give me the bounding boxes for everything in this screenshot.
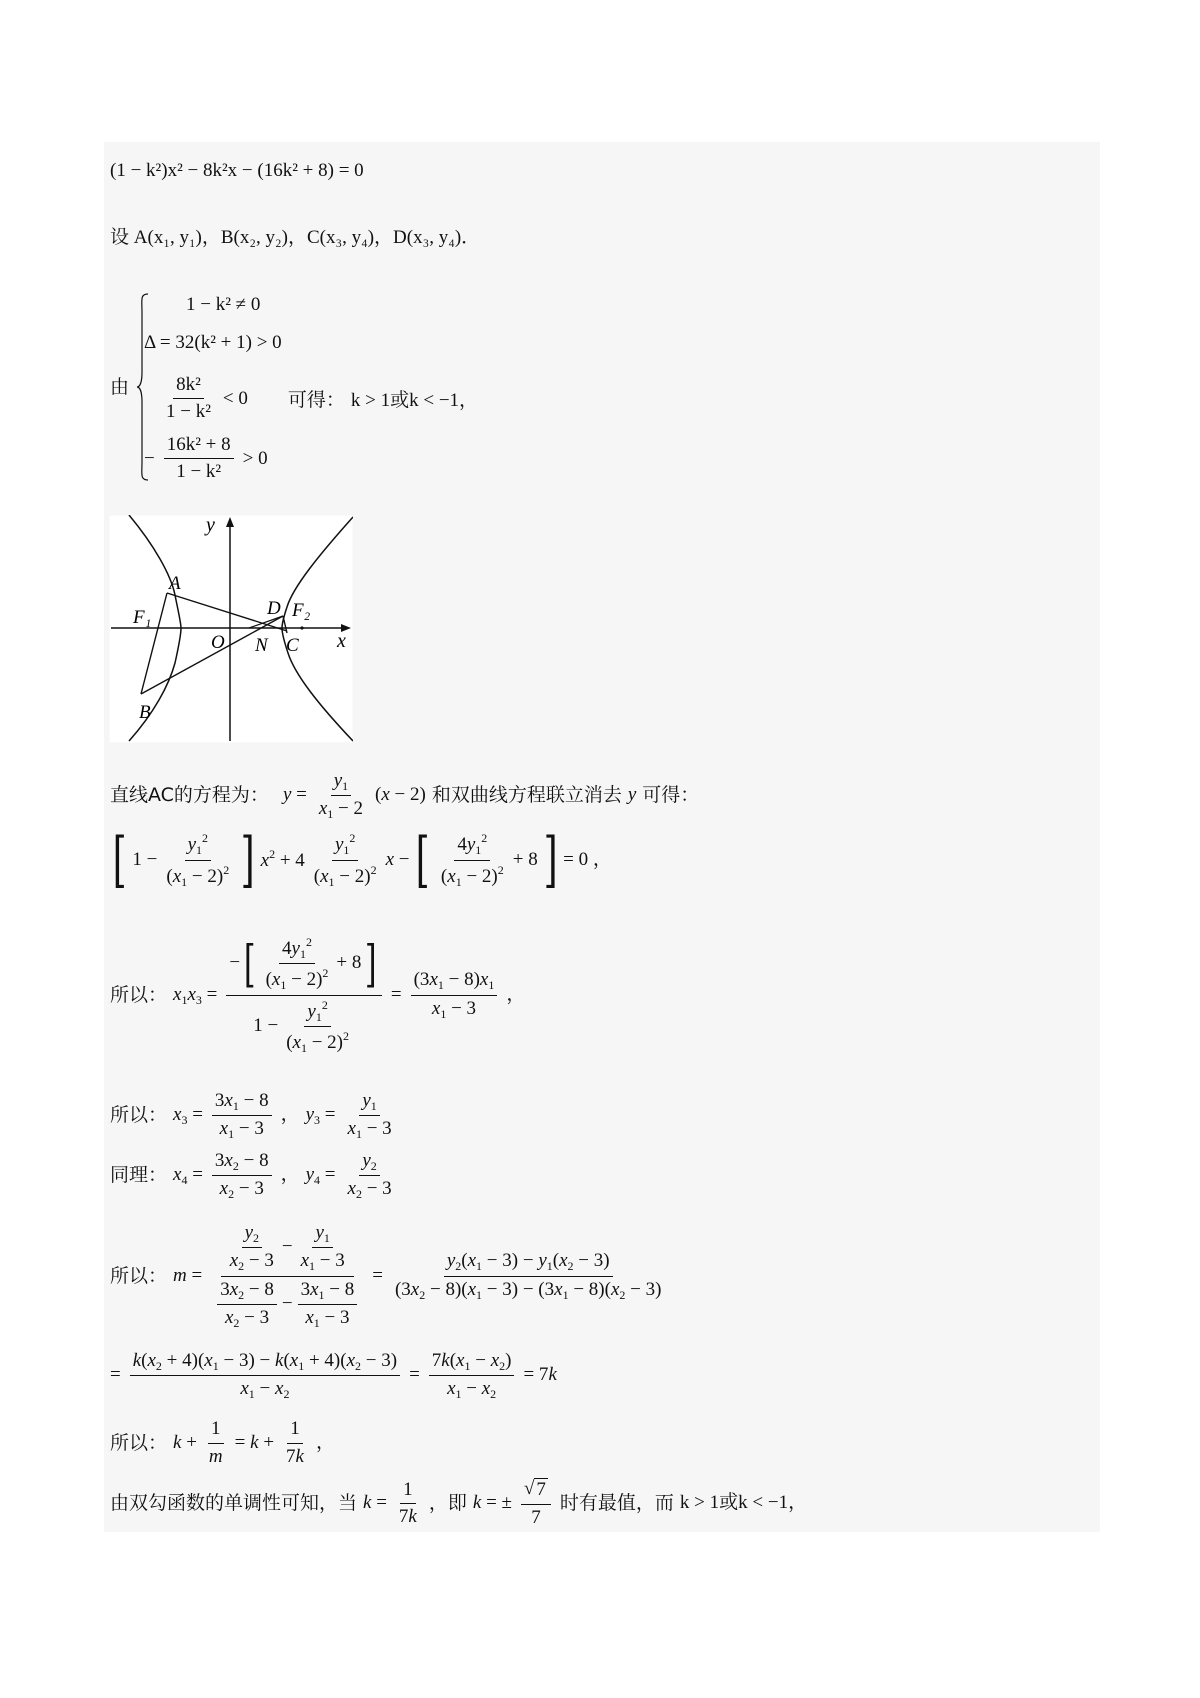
points-text: A(x₁, y₁)，B(x₂, y₂)，C(x₃, y₄)，D(x₃, y₄)． <box>133 227 481 248</box>
from-label: 由 <box>110 376 130 398</box>
condition-4-numerator: 16k² + 8 <box>164 434 234 459</box>
condition-1: 1 − k² ≠ 0 <box>186 294 261 315</box>
label-C: C <box>286 635 299 656</box>
quadratic-equation-text: (1 − k²)x² − 8k²x − (16k² + 8) = 0 <box>110 160 364 181</box>
quadratic-equation <box>110 160 364 183</box>
condition-3 <box>160 374 478 423</box>
x4-y4: 同理： $x_4$ = $\frac{3x_2 - 8}{x_2 - 3}$ ， $y_4$ = $\frac{y_2}{x_2 - 3}$ <box>110 1150 392 1202</box>
label-D: D <box>267 598 281 619</box>
similarly-label: 同理： <box>110 1164 168 1187</box>
label-F1: F₁ <box>133 607 152 628</box>
label-x: x <box>337 630 346 652</box>
condition-3-denominator: 1 − k² <box>166 401 211 422</box>
x1x3-product: 所以： $x_1x_3$ = − [ $\frac{4y_1^2}{(x_1 - 2)^2}$ + 8 ] 1 − $\frac{y_1^2}{(x_1 - 2)^2}$ = $\frac{(3x_1 - 8)x_1}{x_1 - 3}$ ， <box>110 934 526 1056</box>
condition-4-denominator: 1 − k² <box>176 461 222 482</box>
m-simplified: = $\frac{k(x_2 + 4)(x_1 - 3) - k(x_1 + 4)(x_2 - 3)}{x_1 - x_2}$ = $\frac{7k(x_1 - x_2)}{x_1 - x_2}$ = 7k <box>110 1350 557 1402</box>
ie-text: ，即 <box>428 1492 467 1515</box>
label-O: O <box>211 632 225 653</box>
therefore-label-3: 所以： <box>110 1264 168 1287</box>
line-ac-equation: 直线AC的方程为： y = $\frac{y_1}{x_1 - 2}$ (x − 2) 和双曲线方程联立消去 y 可得： <box>110 770 700 822</box>
condition-4-tail: > 0 <box>242 447 268 469</box>
label-F2: F₂ <box>292 600 311 621</box>
condition-3-tail: < 0 <box>222 387 248 409</box>
hyperbola-figure <box>109 515 353 743</box>
therefore-label-1: 所以： <box>110 983 168 1006</box>
line-ac-label: 直线AC的方程为： <box>110 784 269 807</box>
substituted-quadratic: [ 1 − $\frac{y_1^2}{(x_1 - 2)^2}$ ] $x^2 + 4$ $\frac{y_1^2}{(x_1 - 2)^2}$ x − [ $\frac{4y_1^2}{(x_1 - 2)^2}$ + 8 ] = 0 ， <box>112 825 612 895</box>
condition-3-numerator: 8k² <box>173 374 204 399</box>
condition-2: Δ = 32(k² + 1) > 0 <box>144 332 282 353</box>
line-ac-mid-text: 和双曲线方程联立消去 <box>431 784 622 807</box>
condition-4 <box>144 434 268 483</box>
therefore-label-4: 所以： <box>110 1431 168 1454</box>
line-ac-end-text: 可得： <box>642 784 700 807</box>
eliminated-variable: y <box>627 784 637 806</box>
can-get-label: 可得： <box>287 389 345 411</box>
focus-F2-dot <box>300 626 303 629</box>
extreme-value-line: 由双勾函数的单调性可知，当 k = $\frac{1}{7k}$ ，即 k = ± √ 7 7 时有最值，而 k > 1或k < −1， <box>110 1478 808 1528</box>
condition-3-fraction <box>163 374 214 423</box>
label-A: A <box>169 573 181 594</box>
has-extreme-text: 时有最值，而 <box>559 1492 674 1515</box>
let-label: 设 <box>110 226 130 248</box>
double-hook-text: 由双勾函数的单调性可知，当 <box>110 1492 358 1515</box>
x3-y3: 所以： $x_3$ = $\frac{3x_1 - 8}{x_1 - 3}$ ， $y_3$ = $\frac{y_1}{x_1 - 3}$ <box>110 1090 392 1142</box>
label-B: B <box>139 702 151 723</box>
k-range-2: k > 1或k < −1， <box>679 1492 808 1514</box>
line-ac-slope: $\frac{y_1}{x_1 - 2}$ <box>318 770 363 822</box>
condition-4-fraction <box>164 434 234 483</box>
m-expression: 所以： m = $\frac{y_2}{x_2 - 3}$ − $\frac{y_1}{x_1 - 3}$ $\frac{3x_2 - 8}{x_2 - 3}$ − $\frac{3x_1 - 8}{x_1 - 3}$ = $\frac{y_2(x_1 - 3) - y_1(x_2 - 3)}{(3x_2 - 8)(x_1 - 3) - (3x_1 - 8)(x_2 - 3)}$ <box>110 1222 662 1331</box>
label-y: y <box>206 515 215 536</box>
therefore-label-2: 所以： <box>110 1104 168 1127</box>
k-plus-reciprocal: 所以： k + $\frac{1}{m}$ = k + $\frac{1}{7k}$ ， <box>110 1418 335 1467</box>
k-range: k > 1或k < −1， <box>350 390 479 411</box>
points-definition <box>110 226 480 250</box>
label-N: N <box>255 635 268 656</box>
condition-system <box>110 292 910 482</box>
condition-4-minus: − <box>144 447 155 469</box>
